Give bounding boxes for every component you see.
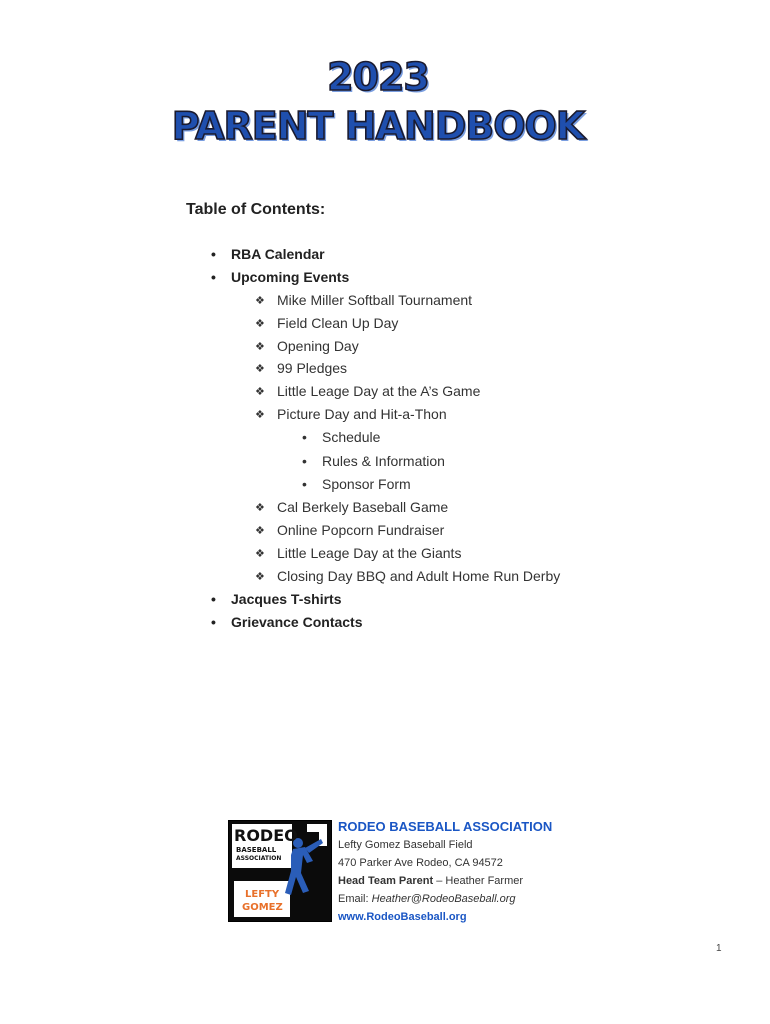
- toc-item-grievance-contacts: [211, 613, 363, 631]
- toc-subitem: [255, 498, 449, 516]
- toc-subitem: [255, 337, 359, 355]
- toc-subitem: [255, 405, 447, 423]
- bullet-icon: •: [302, 476, 307, 492]
- email-link[interactable]: Heather@RodeoBaseball.org: [371, 893, 516, 905]
- diamond-bullet-icon: ❖: [255, 502, 265, 514]
- diamond-bullet-icon: ❖: [255, 363, 265, 375]
- head-team-parent-label: Head Team Parent: [338, 875, 434, 887]
- toc-item-label: Rules & Information: [322, 453, 445, 469]
- diamond-bullet-icon: ❖: [255, 341, 265, 353]
- diamond-bullet-icon: ❖: [255, 548, 265, 560]
- toc-subsubitem: [302, 475, 411, 493]
- toc-subitem: [255, 521, 445, 539]
- toc-item-jacques-t-shirts: [211, 590, 342, 608]
- toc-heading: Table of Contents:: [186, 201, 326, 218]
- diamond-bullet-icon: ❖: [255, 295, 265, 307]
- toc-subitem: [255, 291, 473, 309]
- bullet-icon: •: [211, 246, 216, 262]
- org-name: RODEO BASEBALL ASSOCIATION: [338, 819, 553, 834]
- handbook-title: PARENT HANDBOOK: [171, 104, 585, 148]
- toc-item-label: Picture Day and Hit-a-Thon: [277, 406, 447, 422]
- rodeo-baseball-logo: [228, 820, 332, 922]
- bullet-icon: •: [211, 614, 216, 630]
- logo-name-line1: LEFTY: [245, 889, 280, 900]
- toc-item-label: Closing Day BBQ and Adult Home Run Derby: [277, 568, 561, 584]
- toc-item-label: Upcoming Events: [231, 269, 350, 285]
- toc-item-label: Little Leage Day at the A’s Game: [277, 383, 481, 399]
- toc-item-label: Opening Day: [277, 338, 359, 354]
- logo-artwork: [229, 821, 331, 921]
- website-link[interactable]: www.RodeoBaseball.org: [338, 911, 467, 923]
- toc-subsubitem: [302, 452, 445, 470]
- bullet-icon: •: [302, 429, 307, 445]
- toc-item-label: Schedule: [322, 429, 381, 445]
- toc-item-label: Jacques T-shirts: [231, 591, 342, 607]
- handbook-year: 2023: [327, 55, 429, 99]
- diamond-bullet-icon: ❖: [255, 525, 265, 537]
- contact-block: [338, 818, 552, 926]
- email-line: [338, 890, 552, 908]
- bullet-icon: •: [211, 269, 216, 285]
- logo-word-top: RODEO: [234, 826, 298, 845]
- diamond-bullet-icon: ❖: [255, 386, 265, 398]
- toc-item-rba-calendar: [211, 245, 325, 263]
- toc-item-label: Mike Miller Softball Tournament: [277, 292, 473, 308]
- toc-subitem: [255, 544, 462, 562]
- toc-subitem: [255, 314, 399, 332]
- logo-name-line2: GOMEZ: [242, 902, 283, 913]
- diamond-bullet-icon: ❖: [255, 571, 265, 583]
- head-team-parent-name: – Heather Farmer: [433, 875, 524, 887]
- diamond-bullet-icon: ❖: [255, 318, 265, 330]
- field-name: Lefty Gomez Baseball Field: [338, 839, 473, 851]
- toc-item-label: 99 Pledges: [277, 360, 348, 376]
- logo-word-sub2: ASSOCIATION: [236, 855, 282, 862]
- toc-subitem: [255, 359, 348, 377]
- bullet-icon: •: [211, 591, 216, 607]
- toc-subsubitem: [302, 428, 381, 446]
- toc-item-label: Grievance Contacts: [231, 614, 363, 630]
- logo-word-sub1: BASEBALL: [236, 846, 277, 854]
- diamond-bullet-icon: ❖: [255, 409, 265, 421]
- toc-subitem: [255, 382, 481, 400]
- email-label: Email:: [338, 893, 372, 905]
- toc-item-label: Field Clean Up Day: [277, 315, 399, 331]
- toc-subitem: [255, 567, 561, 585]
- toc-item-label: RBA Calendar: [231, 246, 325, 262]
- toc-item-upcoming-events: [211, 268, 350, 286]
- page-number: 1: [716, 943, 722, 954]
- toc-item-label: Sponsor Form: [322, 476, 411, 492]
- toc-item-label: Online Popcorn Fundraiser: [277, 522, 445, 538]
- toc-item-label: Cal Berkely Baseball Game: [277, 499, 449, 515]
- address: 470 Parker Ave Rodeo, CA 94572: [338, 857, 503, 869]
- head-team-parent: [338, 872, 552, 890]
- toc-item-label: Little Leage Day at the Giants: [277, 545, 462, 561]
- bullet-icon: •: [302, 453, 307, 469]
